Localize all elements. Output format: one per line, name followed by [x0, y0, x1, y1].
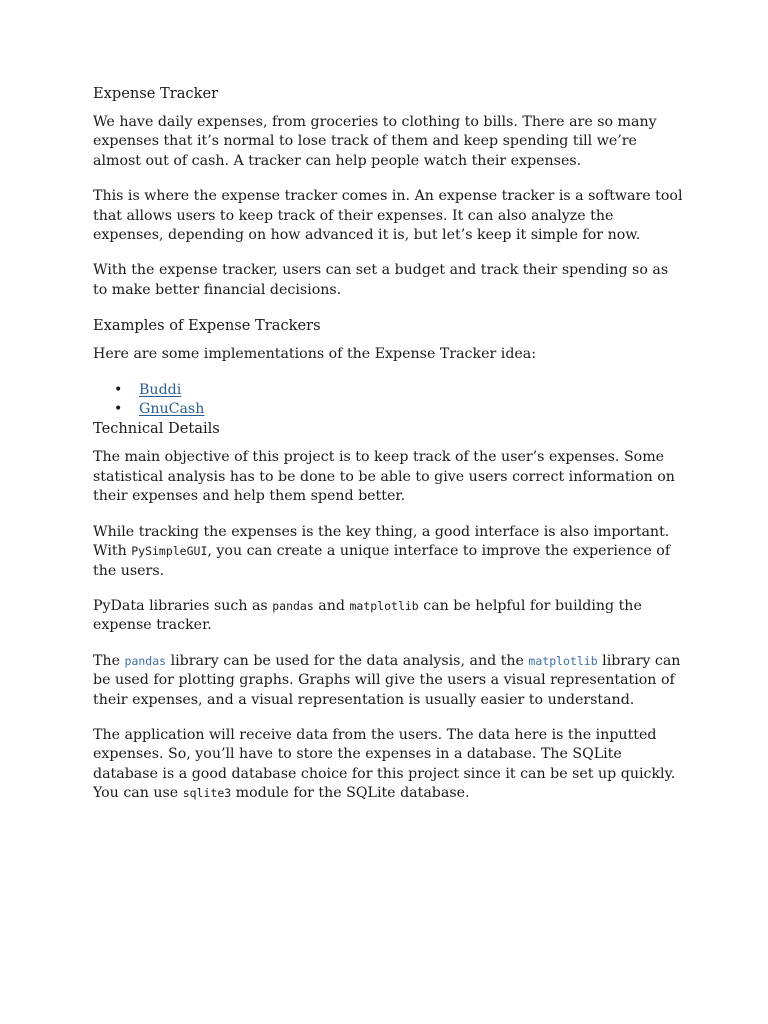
code-link-pandas[interactable]: pandas — [124, 653, 167, 668]
paragraph-expense-tracker-description: This is where the expense tracker comes in. An expense tracker is a software tool that allows users to keep track of their expenses. It can also analyze the expenses, depending on how advanced it is, but let’s keep it simple for now. — [93, 188, 683, 244]
document-page — [93, 84, 683, 820]
paragraph-interface — [93, 523, 683, 581]
heading-examples: Examples of Expense Trackers — [93, 317, 321, 335]
paragraph-intro: We have daily expenses, from groceries to clothing to bills. There are so many expenses that it’s normal to lose track of them and keep spending till we’re almost out of cash. A tracker can help people watch their expenses. — [93, 114, 657, 169]
heading-expense-tracker: Expense Tracker — [93, 85, 219, 102]
code-sqlite3: sqlite3 — [182, 786, 232, 801]
text-segment: and — [313, 597, 350, 614]
text-segment: library can be used for the data analysis, and the — [166, 652, 529, 669]
text-segment: The application will receive data from the users. The data here is the inputted expenses. So, you’ll have to store the expenses in a database. The SQLite database is a good database choice for this project since it can be set up quickly. You can use — [93, 726, 676, 802]
text-segment: library can be used for plotting graphs. Graphs will give the users a visual representation of their expenses, and a visual representation is usually easier to understand. — [93, 652, 681, 708]
code-link-matplotlib[interactable]: matplotlib — [528, 653, 598, 668]
paragraph-objective: The main objective of this project is to keep track of the user’s expenses. Some statistical analysis has to be done to be able to give users correct information on their expenses and help them spend better. — [93, 449, 675, 505]
list-item — [139, 400, 683, 419]
text-segment: While tracking the expenses is the key thing, a good interface is also important. With — [93, 523, 670, 560]
link-buddi[interactable]: Buddi — [139, 381, 182, 398]
text-segment: , you can create a unique interface to improve the experience of the users. — [93, 543, 671, 579]
code-pysimplegui: PySimpleGUI — [131, 544, 208, 559]
paragraph-budget: With the expense tracker, users can set a budget and track their spending so as to make better financial decisions. — [93, 262, 669, 298]
heading-technical-details: Technical Details — [93, 420, 220, 438]
text-segment: can be helpful for building the expense tracker. — [93, 597, 642, 634]
paragraph-libraries — [93, 652, 683, 710]
list-item — [139, 381, 683, 400]
link-gnucash[interactable]: GnuCash — [139, 401, 205, 418]
text-segment: module for the SQLite database. — [231, 785, 470, 802]
code-matplotlib: matplotlib — [349, 598, 419, 613]
text-segment: PyData libraries such as — [93, 597, 273, 614]
code-pandas: pandas — [272, 598, 314, 613]
paragraph-database — [93, 726, 683, 804]
text-segment: The — [93, 652, 125, 669]
paragraph-examples-intro: Here are some implementations of the Expense Tracker idea: — [93, 346, 537, 363]
example-links-list — [93, 381, 683, 420]
paragraph-pydata — [93, 597, 683, 636]
